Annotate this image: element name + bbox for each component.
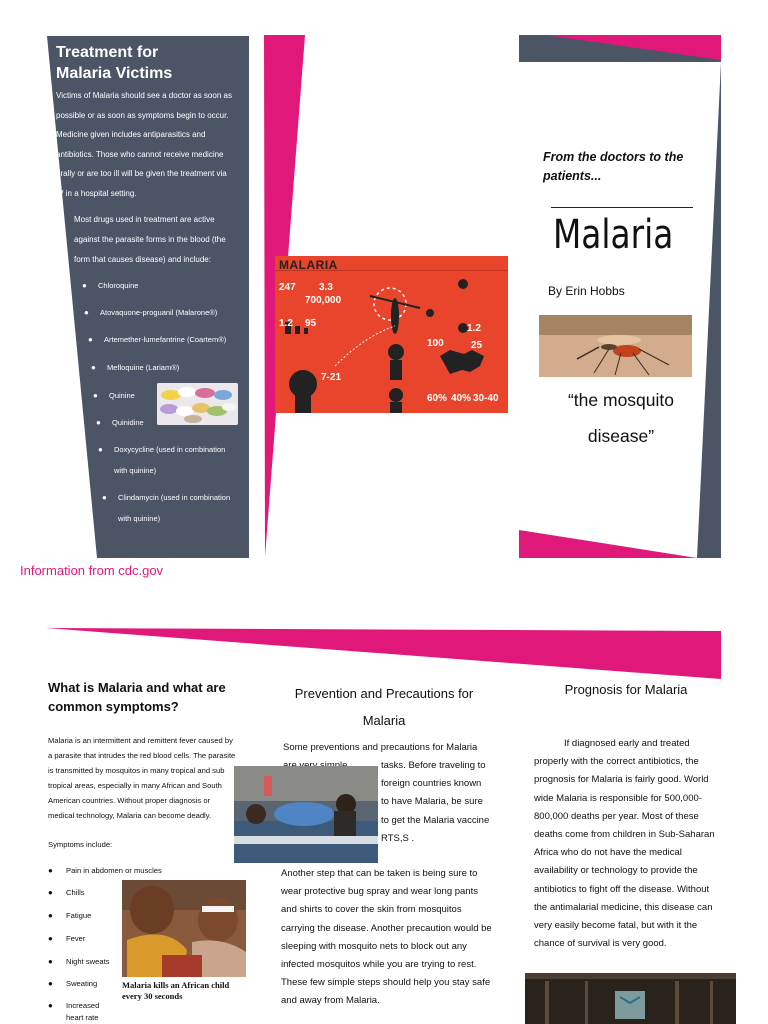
drug-item: ● Doxycycline (used in combination with quinine) [98,445,226,475]
symptoms-label: Symptoms include: [48,840,113,849]
infographic-stat: 1.2 [467,323,481,334]
drug-item: ● Mefloquine (Lariam®) [91,363,180,372]
drug-item: ● Atovaquone-proguanil (Malarone®) [84,308,218,317]
infographic-stat: 700,000 [305,295,342,306]
cover-author: By Erin Hobbs [548,284,625,298]
symptoms-heading: What is Malaria and what are common symptoms? [48,680,226,714]
pills-photo [157,383,238,425]
treatment-intro: Victims of Malaria should see a doctor as soon as possible or as soon as symptoms begin to occur. Medicine given includes antiparasitics and antibiotics. Those who cannot receive medicine orally or are too ill will be given the treatment via IV in a hospital setting. [56,91,232,198]
treatment-title-line2: Malaria Victims [56,65,173,82]
infographic-stat: 100 [427,338,444,349]
cover-title: Malaria [553,212,674,258]
prevention-wrap-text: tasks. Before traveling to foreign countries known to have Malaria, be sure to get the Malaria vaccine RTS,S . [381,760,490,844]
prevention-body: Another step that can be taken is being sure to wear protective bug spray and wear long pants and shirts to cover the skin from mosquitos carrying the disease. Another precaution would be sleeping with mosquito nets to block out any infected mosquitos while you are trying to rest. These few simple steps should help you stay safe and away from Malaria. [281,868,492,1007]
drug-item: ● Artemether-lumefantrine (Coartem®) [88,335,227,344]
drug-item: ● Clindamycin (used in combination with quinine) [102,493,231,523]
village-hut-photo [525,973,736,1024]
drug-item: ● Quinidine [96,418,144,427]
sick-child-photo [122,880,246,977]
infographic-stat: 25 [471,340,483,351]
child-photo-caption: Malaria kills an African child every 30 seconds [122,980,230,1001]
infographic-stat: 40% [451,393,472,404]
prevention-heading: Prevention and Precautions for Malaria [294,686,474,728]
prognosis-body: If diagnosed early and treated properly with the correct antibiotics, the prognosis for Malaria is fairly good. World wide Malaria is responsible for 500,000-800,000 deaths per year. Most of these deaths come from children in Sub-Saharan Africa who do not have the medical availability or technology to provide the antibiotics to fight off the disease. Without the antimalarial medicine, this disease can very easily become fatal, but with it the chance of survival is very good. [534,738,715,950]
drug-item: ● Quinine [93,391,135,400]
treatment-title-line1: Treatment for [56,44,159,61]
infographic-stat: 60% [427,393,448,404]
cover-quote: “the mosquito disease” [567,390,675,446]
infographic-title: MALARIA [279,258,338,272]
prevention-intro: Some preventions and precautions for Malaria [283,742,478,753]
malaria-infographic [275,256,508,413]
treatment-drugs-intro: Most drugs used in treatment are active against the parasite forms in the blood (the form that causes disease) and include: [74,215,226,264]
symptoms-body: Malaria is an intermittent and remittent fever caused by a parasite that intrudes the red blood cells. The parasite is transmitted by mosquitos in many tropical and sub tropical areas, especially in many African and South American countries. Without proper diagnosis or medical technology, Malaria can become deadly. [48,736,236,820]
infographic-stat: 7-21 [321,372,342,383]
infographic-stat: 30-40 [473,393,499,404]
cover-tagline: From the doctors to the patients... [543,150,684,183]
treatment-title [56,42,246,84]
mosquito-photo [539,315,692,377]
prognosis-heading: Prognosis for Malaria [564,682,688,697]
infographic-stat: 1.2 [279,318,293,329]
cover-rule [551,207,693,208]
source-credit: Information from cdc.gov [20,563,164,578]
infographic-stat: 95 [305,318,317,329]
drug-item: ● Chloroquine [82,281,139,290]
hospital-ward-photo [234,766,378,863]
infographic-stat: 3.3 [319,282,333,293]
infographic-stat: 247 [279,282,296,293]
